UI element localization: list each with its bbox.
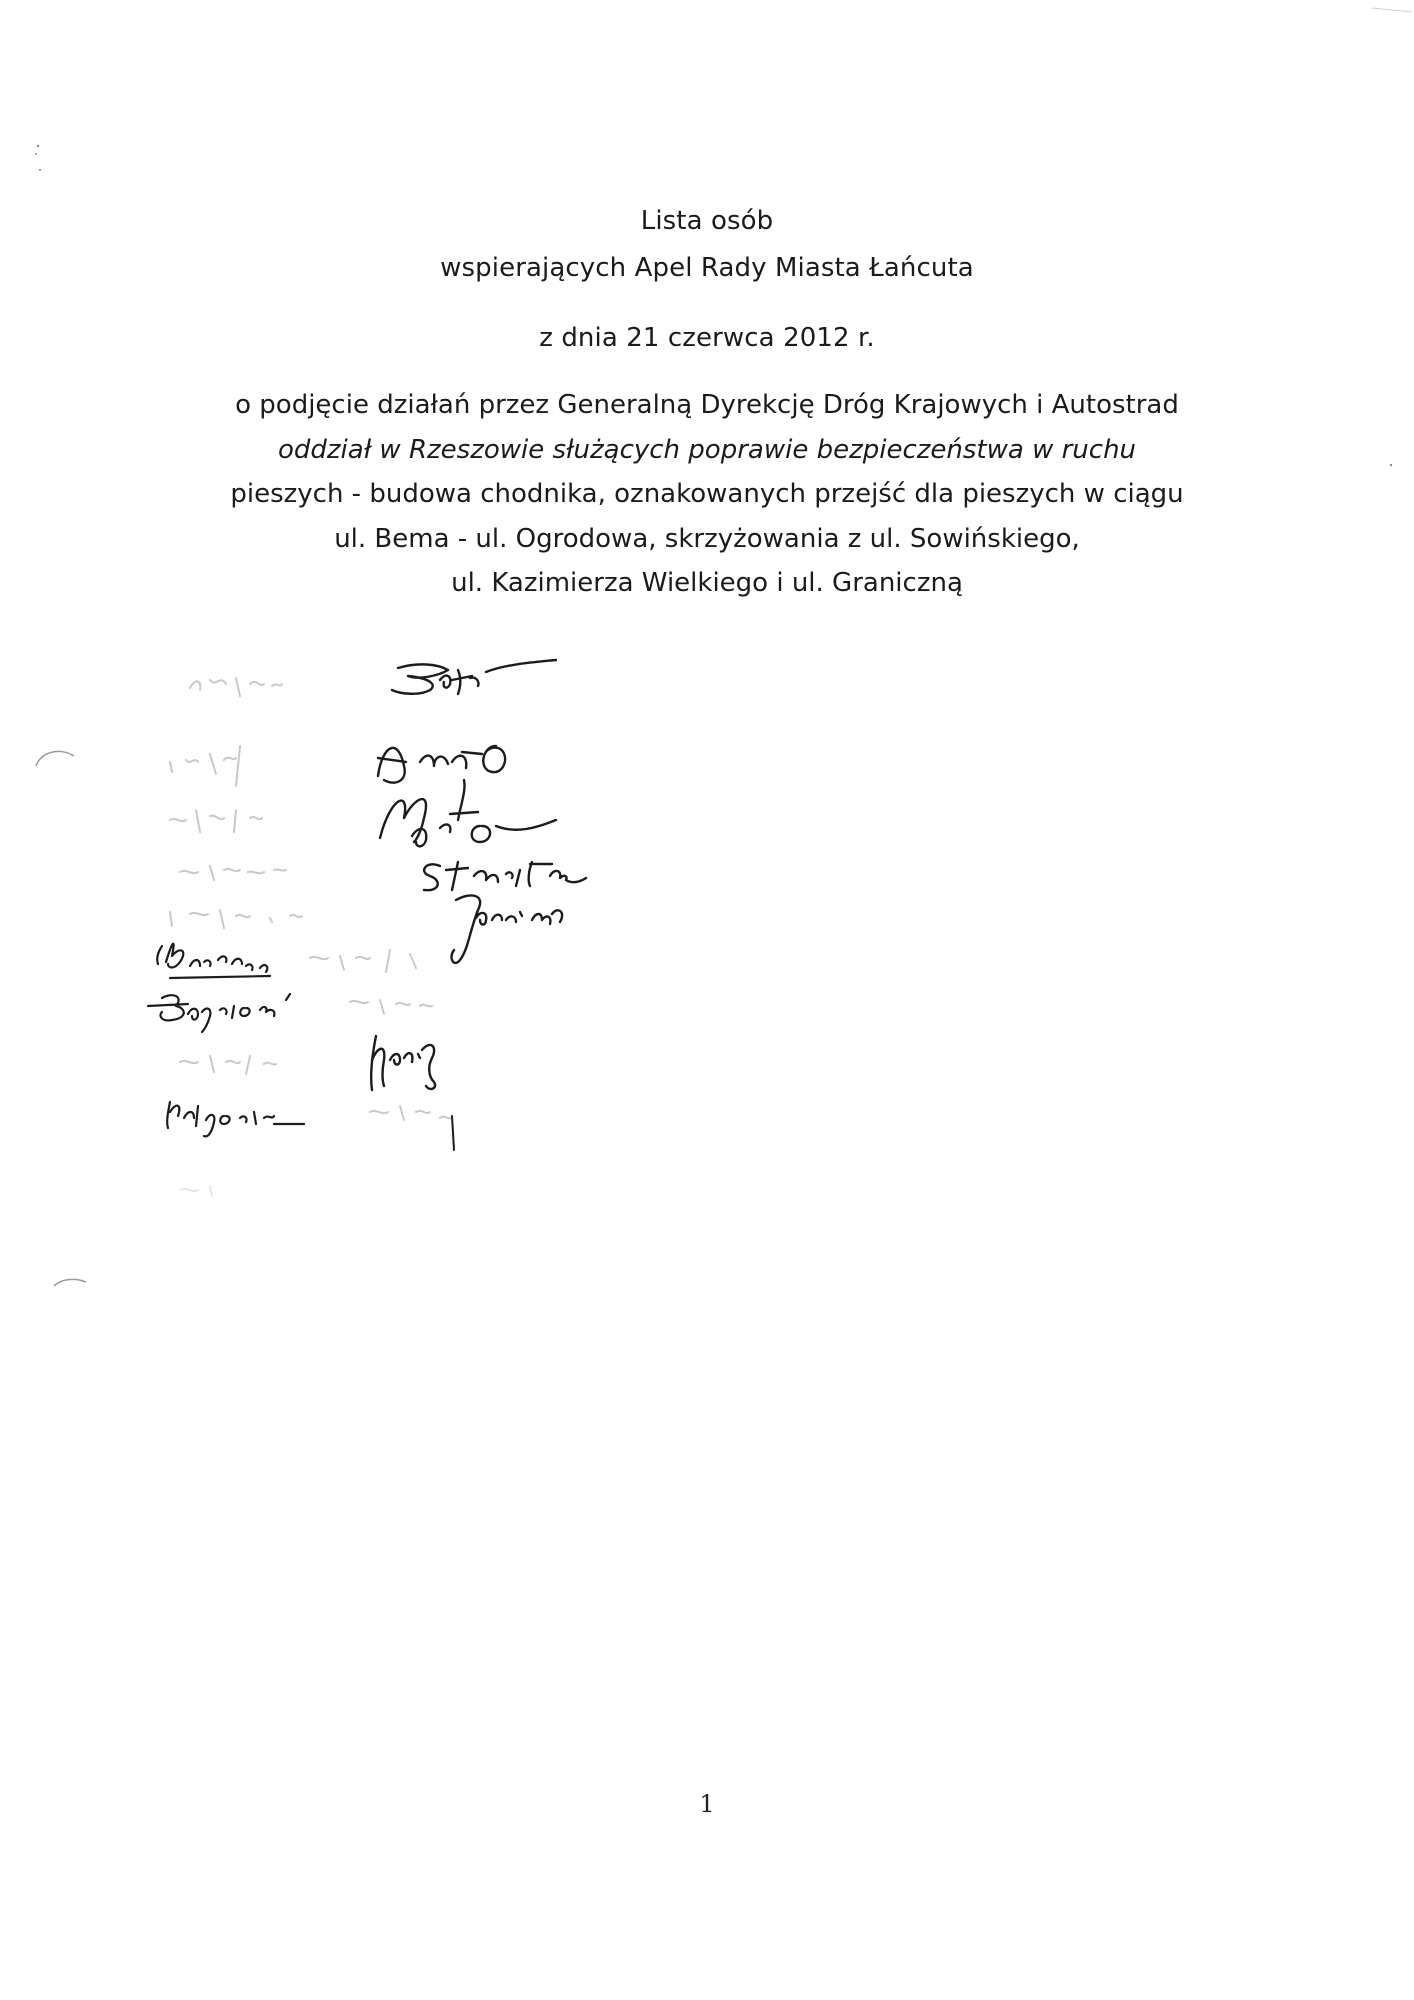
signature-9 xyxy=(167,1102,454,1150)
document-body xyxy=(180,383,1234,606)
signature-4 xyxy=(180,862,586,890)
body-line: o podjęcie działań przez Generalną Dyrekcję Dróg Krajowych i Autostrad xyxy=(235,390,1179,420)
page-number: 1 xyxy=(699,1790,715,1818)
document-title: Lista osób xyxy=(640,206,774,236)
signature-1 xyxy=(190,660,556,696)
scan-artifact xyxy=(30,740,90,770)
signature-10 xyxy=(180,1186,212,1196)
document-subtitle: wspierających Apel Rady Miasta Łańcuta xyxy=(440,253,974,283)
body-line: ul. Bema - ul. Ogrodowa, skrzyżowania z ul. Sowińskiego, xyxy=(334,523,1080,554)
signature-3 xyxy=(170,780,556,846)
signature-8 xyxy=(180,1036,435,1090)
signature-list xyxy=(140,650,760,1210)
signature-2 xyxy=(170,746,505,786)
scan-artifact xyxy=(50,1270,100,1290)
scan-artifact xyxy=(1370,0,1414,20)
scan-artifact xyxy=(30,140,50,180)
signatures-drawing xyxy=(140,650,760,1210)
body-line: pieszych - budowa chodnika, oznakowanych przejść dla pieszych w ciągu xyxy=(230,479,1184,509)
signature-7 xyxy=(148,994,432,1032)
body-line: ul. Kazimierza Wielkiego i ul. Graniczną xyxy=(451,568,963,598)
scan-artifact xyxy=(1386,460,1396,470)
body-line-italic: oddział w Rzeszowie służących poprawie bezpieczeństwa w ruchu xyxy=(277,434,1137,465)
document-date: z dnia 21 czerwca 2012 r. xyxy=(539,323,875,353)
signature-6 xyxy=(157,944,416,978)
signature-5 xyxy=(170,895,562,963)
